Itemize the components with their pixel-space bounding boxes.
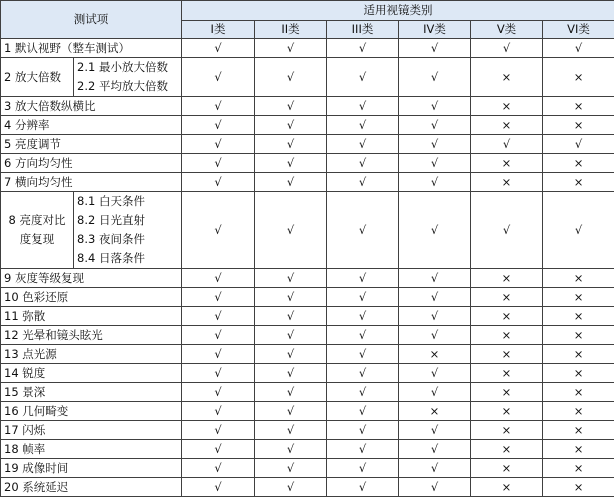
mark-cell: √ (182, 116, 255, 135)
mark-cell: × (471, 421, 543, 440)
mark-cell: √ (327, 173, 399, 192)
mark-cell: √ (327, 459, 399, 478)
mark-cell: √ (255, 478, 327, 497)
row-item (1, 192, 74, 269)
row-item: 1 默认视野（整车测试） (1, 39, 182, 58)
mark-cell: √ (327, 345, 399, 364)
mark-cell: √ (255, 326, 327, 345)
mark-cell: √ (182, 173, 255, 192)
mark-cell: √ (255, 402, 327, 421)
header-test-item: 测试项 (1, 1, 182, 39)
table-row (1, 364, 614, 383)
table-row (1, 39, 614, 58)
mark-cell: √ (399, 364, 471, 383)
mark-cell: √ (182, 307, 255, 326)
mark-cell: × (471, 440, 543, 459)
mark-cell: √ (327, 154, 399, 173)
mark-cell: √ (399, 269, 471, 288)
mark-cell: √ (399, 478, 471, 497)
mark-cell: × (399, 345, 471, 364)
row-item: 12 光晕和镜头眩光 (1, 326, 182, 345)
mark-cell: √ (327, 58, 399, 97)
mark-cell: × (471, 116, 543, 135)
table-row (1, 173, 614, 192)
table-row (1, 97, 614, 116)
table-row (1, 402, 614, 421)
mark-cell: √ (399, 116, 471, 135)
mark-cell: √ (399, 97, 471, 116)
table-row (1, 383, 614, 402)
mark-cell: √ (471, 39, 543, 58)
mark-cell: × (543, 58, 614, 97)
mark-cell: √ (399, 58, 471, 97)
mark-cell: √ (255, 383, 327, 402)
mark-cell: √ (182, 478, 255, 497)
mark-cell: × (471, 173, 543, 192)
mark-cell: √ (255, 345, 327, 364)
mark-cell: × (471, 307, 543, 326)
mark-cell: √ (182, 402, 255, 421)
mark-cell: × (543, 402, 614, 421)
row-item: 13 点光源 (1, 345, 182, 364)
mark-cell: × (471, 364, 543, 383)
mark-cell: √ (255, 364, 327, 383)
row-item: 7 横向均匀性 (1, 173, 182, 192)
header-class-5: V类 (471, 21, 543, 39)
mark-cell: × (543, 173, 614, 192)
header-class-6: VI类 (543, 21, 614, 39)
mark-cell: √ (182, 440, 255, 459)
mark-cell: × (471, 402, 543, 421)
row-item: 17 闪烁 (1, 421, 182, 440)
mark-cell: √ (327, 116, 399, 135)
row-item-line: 度复现 (4, 230, 70, 249)
table-row (1, 116, 614, 135)
table-row (1, 269, 614, 288)
row-item: 19 成像时间 (1, 459, 182, 478)
mark-cell: × (543, 307, 614, 326)
row-item: 10 色彩还原 (1, 288, 182, 307)
mark-cell: √ (327, 269, 399, 288)
mark-cell: √ (182, 288, 255, 307)
mark-cell: √ (327, 192, 399, 269)
table-row (1, 154, 614, 173)
mark-cell: × (543, 421, 614, 440)
mark-cell: × (471, 326, 543, 345)
mark-cell: √ (182, 58, 255, 97)
header-class-3: III类 (327, 21, 399, 39)
mark-cell: × (543, 345, 614, 364)
mark-cell: × (543, 383, 614, 402)
mark-cell: × (471, 459, 543, 478)
mark-cell: √ (255, 116, 327, 135)
mark-cell: √ (255, 269, 327, 288)
mark-cell: √ (255, 440, 327, 459)
row-item: 11 弥散 (1, 307, 182, 326)
table-row (1, 135, 614, 154)
mark-cell: √ (255, 288, 327, 307)
header-row-top (1, 1, 614, 21)
mark-cell: √ (399, 39, 471, 58)
mark-cell: √ (543, 135, 614, 154)
mark-cell: √ (327, 39, 399, 58)
mark-cell: √ (327, 478, 399, 497)
table-row (1, 440, 614, 459)
table-row (1, 478, 614, 497)
mark-cell: √ (182, 154, 255, 173)
mark-cell: × (543, 364, 614, 383)
mark-cell: × (543, 97, 614, 116)
row-item: 6 方向均匀性 (1, 154, 182, 173)
mark-cell: √ (327, 440, 399, 459)
mark-cell: × (471, 288, 543, 307)
mark-cell: √ (399, 135, 471, 154)
mark-cell: √ (255, 58, 327, 97)
row-item: 16 几何畸变 (1, 402, 182, 421)
mark-cell: √ (327, 364, 399, 383)
mark-cell: √ (182, 383, 255, 402)
row-item: 14 锐度 (1, 364, 182, 383)
table-row (1, 421, 614, 440)
mark-cell: √ (255, 154, 327, 173)
mark-cell: √ (399, 192, 471, 269)
mark-cell: √ (327, 307, 399, 326)
mark-cell: × (399, 402, 471, 421)
mark-cell: √ (255, 97, 327, 116)
mark-cell: × (471, 154, 543, 173)
mark-cell: √ (327, 97, 399, 116)
mark-cell: √ (399, 326, 471, 345)
table-row (1, 326, 614, 345)
row-subitems (74, 58, 182, 97)
mark-cell: √ (182, 97, 255, 116)
mark-cell: √ (182, 421, 255, 440)
mark-cell: √ (255, 421, 327, 440)
mark-cell: √ (327, 326, 399, 345)
mark-cell: √ (399, 154, 471, 173)
mark-cell: √ (182, 345, 255, 364)
subitem: 8.1 白天条件 (77, 192, 178, 211)
mark-cell: √ (255, 39, 327, 58)
row-item: 15 景深 (1, 383, 182, 402)
header-class-4: IV类 (399, 21, 471, 39)
mark-cell: × (543, 478, 614, 497)
mark-cell: × (471, 383, 543, 402)
mark-cell: × (543, 326, 614, 345)
mark-cell: √ (182, 326, 255, 345)
mark-cell: × (543, 116, 614, 135)
row-item-line: 8 亮度对比 (4, 211, 70, 230)
table-row (1, 192, 614, 269)
subitem: 2.2 平均放大倍数 (77, 77, 178, 96)
mark-cell: √ (255, 135, 327, 154)
mark-cell: √ (255, 307, 327, 326)
mark-cell: √ (327, 421, 399, 440)
row-subitems (74, 192, 182, 269)
row-item: 2 放大倍数 (1, 58, 74, 97)
subitem: 8.2 日光直射 (77, 211, 178, 230)
mark-cell: √ (543, 39, 614, 58)
mark-cell: √ (399, 459, 471, 478)
subitem: 8.3 夜间条件 (77, 230, 178, 249)
row-item: 9 灰度等级复现 (1, 269, 182, 288)
row-item: 5 亮度调节 (1, 135, 182, 154)
table-row (1, 288, 614, 307)
row-item: 3 放大倍数纵横比 (1, 97, 182, 116)
header-applicable-classes: 适用视镜类别 (182, 1, 614, 21)
subitem: 2.1 最小放大倍数 (77, 58, 178, 77)
mark-cell: √ (471, 135, 543, 154)
mark-cell: √ (182, 39, 255, 58)
row-item: 4 分辨率 (1, 116, 182, 135)
mark-cell: √ (255, 459, 327, 478)
mark-cell: × (471, 345, 543, 364)
row-item: 18 帧率 (1, 440, 182, 459)
mark-cell: × (543, 288, 614, 307)
mark-cell: √ (255, 192, 327, 269)
mark-cell: √ (327, 383, 399, 402)
mark-cell: √ (182, 269, 255, 288)
mark-cell: √ (399, 383, 471, 402)
header-class-2: II类 (255, 21, 327, 39)
mark-cell: × (471, 269, 543, 288)
mark-cell: √ (182, 192, 255, 269)
mark-cell: √ (182, 364, 255, 383)
mark-cell: × (543, 269, 614, 288)
mark-cell: √ (399, 173, 471, 192)
mark-cell: √ (471, 192, 543, 269)
mark-cell: √ (399, 288, 471, 307)
mark-cell: √ (327, 402, 399, 421)
table-row (1, 345, 614, 364)
mark-cell: √ (327, 288, 399, 307)
table-row (1, 307, 614, 326)
mark-cell: √ (543, 192, 614, 269)
mark-cell: √ (255, 173, 327, 192)
mark-cell: √ (182, 459, 255, 478)
table-row (1, 459, 614, 478)
mark-cell: × (471, 97, 543, 116)
table-row (1, 58, 614, 97)
subitem: 8.4 日落条件 (77, 249, 178, 268)
mark-cell: × (543, 459, 614, 478)
mark-cell: × (543, 154, 614, 173)
mark-cell: √ (327, 135, 399, 154)
mark-cell: × (471, 478, 543, 497)
mark-cell: √ (399, 421, 471, 440)
mark-cell: √ (399, 440, 471, 459)
mark-cell: √ (399, 307, 471, 326)
mark-cell: × (471, 58, 543, 97)
mark-cell: × (543, 440, 614, 459)
row-item: 20 系统延迟 (1, 478, 182, 497)
header-class-1: I类 (182, 21, 255, 39)
mark-cell: √ (182, 135, 255, 154)
